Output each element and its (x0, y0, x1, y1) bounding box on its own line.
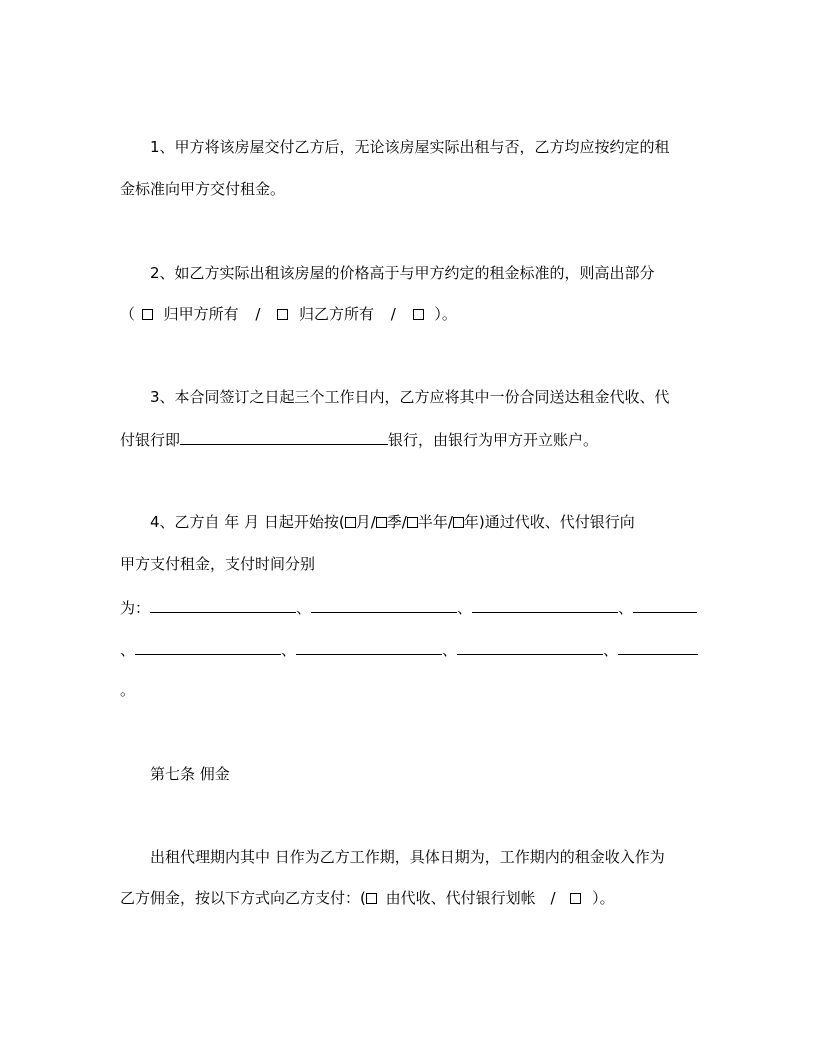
comma: 、 (120, 641, 136, 659)
comma: 、 (603, 641, 619, 659)
article-7-title: 第七条 佣金 (150, 765, 230, 783)
clause-4-line-4 (120, 639, 698, 660)
checkbox-3[interactable] (413, 309, 424, 320)
checkbox-halfyear[interactable] (407, 517, 418, 528)
comma: 、 (457, 599, 473, 617)
clause-1-line-1: 1、甲方将该房屋交付乙方后，无论该房屋实际出租与否，乙方均应按约定的租 (150, 138, 670, 156)
date-blank[interactable] (633, 597, 697, 613)
comma: 、 (296, 599, 312, 617)
date-blank[interactable] (135, 639, 281, 655)
checkbox-2[interactable] (277, 309, 288, 320)
date-blank[interactable] (296, 639, 442, 655)
option-label: 由代收、代付银行划帐 (385, 889, 536, 907)
date-blank[interactable] (150, 597, 296, 613)
slash: / (255, 305, 261, 323)
checkbox-month[interactable] (345, 517, 356, 528)
checkbox-bank-transfer[interactable] (366, 893, 377, 904)
checkbox-quarter[interactable] (376, 517, 387, 528)
close-paren: ）。 (592, 889, 615, 907)
comma: 、 (442, 641, 458, 659)
clause-4-line-3 (120, 597, 697, 618)
text: 通过代收、代付银行向 (484, 513, 635, 531)
comma: 、 (618, 599, 634, 617)
option-label: 归乙方所有 (299, 305, 375, 323)
clause-4-line-1 (150, 512, 635, 532)
clause-3-line-1: 3、本合同签订之日起三个工作日内，乙方应将其中一份合同送达租金代收、代 (150, 388, 670, 406)
checkbox-other[interactable] (570, 893, 581, 904)
text: 季/ (386, 513, 407, 531)
date-blank[interactable] (311, 597, 457, 613)
clause-1-line-2: 金标准向甲方交付租金。 (120, 180, 286, 198)
checkbox-1[interactable] (142, 309, 153, 320)
clause-4-end: 。 (120, 681, 136, 699)
text: 半年/ (417, 513, 453, 531)
open-paren: （ (120, 305, 136, 323)
text: 4、乙方自 年 月 日起开始按( (150, 513, 345, 531)
text: 月/ (355, 513, 376, 531)
clause-2-line-1: 2、如乙方实际出租该房屋的价格高于与甲方约定的租金标准的，则高出部分 (150, 264, 655, 282)
option-label: 归甲方所有 (163, 305, 239, 323)
article-7-line-1: 出租代理期内其中 日作为乙方工作期，具体日期为，工作期内的租金收入作为 (150, 848, 665, 866)
text: 年) (463, 513, 485, 531)
bank-name-blank[interactable] (180, 429, 388, 445)
slash: / (390, 305, 396, 323)
date-blank[interactable] (618, 639, 698, 655)
date-blank[interactable] (472, 597, 618, 613)
comma: 、 (281, 641, 297, 659)
checkbox-year[interactable] (453, 517, 464, 528)
article-7-line-2 (120, 888, 615, 908)
close-paren: ）。 (434, 305, 457, 323)
text: 乙方佣金，按以下方式向乙方支付：( (120, 889, 366, 907)
date-blank[interactable] (457, 639, 603, 655)
slash: / (550, 889, 556, 907)
text: 付银行即 (120, 431, 181, 449)
clause-2-line-2 (120, 304, 457, 324)
text: 为： (120, 599, 151, 617)
text: 银行，由银行为甲方开立账户。 (388, 431, 599, 449)
clause-4-line-2: 甲方支付租金，支付时间分别 (120, 555, 316, 573)
clause-3-line-2 (120, 429, 598, 450)
